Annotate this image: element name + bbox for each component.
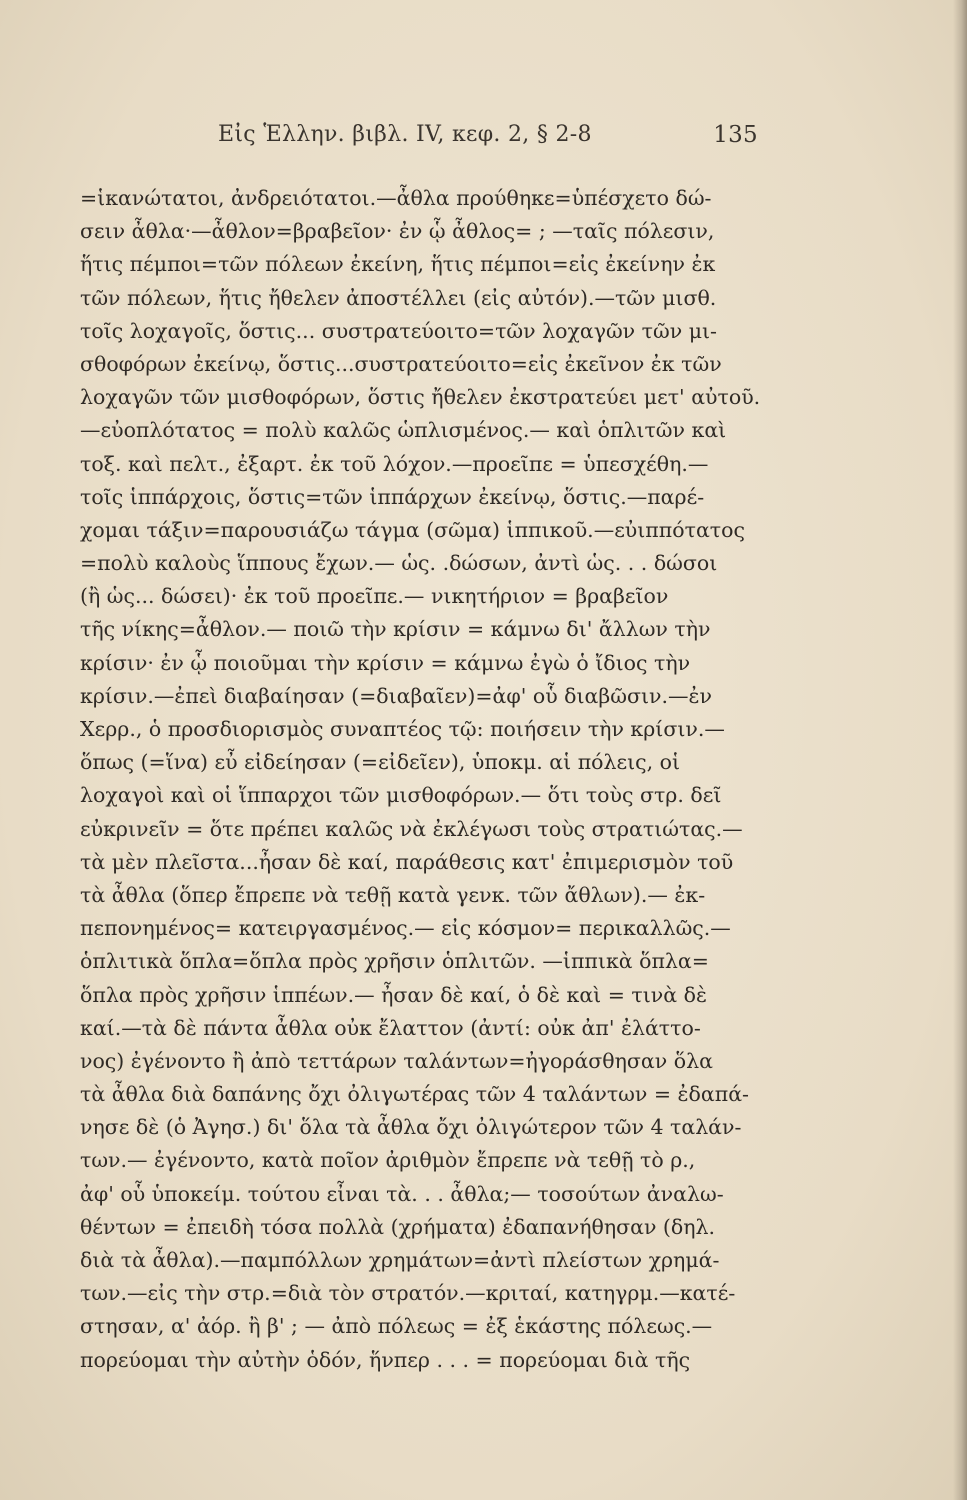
text-line: των.—εἰς τὴν στρ.=διὰ τὸν στρατόν.—κριταί, κατηγρμ.—κατέ- bbox=[80, 1281, 736, 1306]
text-line: τοῖς ἱππάρχοις, ὅστις=τῶν ἱππάρχων ἐκείνῳ, ὅστις.—παρέ- bbox=[80, 484, 705, 509]
text-line: τῆς νίκης=ἆθλον.— ποιῶ τὴν κρίσιν = κάμνω δι' ἄλλων τὴν bbox=[80, 617, 711, 642]
text-line: τοξ. καὶ πελτ., ἐξαρτ. ἐκ τοῦ λόχον.—προεῖπε = ὑπεσχέθη.— bbox=[80, 451, 709, 476]
text-line: ὁπλιτικὰ ὅπλα=ὅπλα πρὸς χρῆσιν ὁπλιτῶν. —ἱππικὰ ὅπλα= bbox=[80, 949, 709, 974]
text-line: λοχαγῶν τῶν μισθοφόρων, ὅστις ἤθελεν ἐκστρατεύει μετ' αὐτοῦ. bbox=[80, 385, 761, 410]
text-line: Χερρ., ὁ προσδιορισμὸς συναπτέος τῷ: ποιήσειν τὴν κρίσιν.— bbox=[80, 717, 725, 741]
text-line: πεπονημένος= κατειργασμένος.— εἰς κόσμον= περικαλλῶς.— bbox=[80, 916, 731, 941]
text-line: εὐκρινεῖν = ὅτε πρέπει καλῶς νὰ ἐκλέγωσι τοὺς στρατιώτας.— bbox=[80, 816, 743, 841]
running-title: Εἰς Ἑλλην. βιβλ. IV, κεφ. 2, § 2-8 bbox=[218, 122, 592, 147]
text-line: θέντων = ἐπειδὴ τόσα πολλὰ (χρήματα) ἐδαπανήθησαν (δηλ. bbox=[80, 1214, 716, 1239]
text-line: (ἢ ὡς... δώσει)· ἐκ τοῦ προεῖπε.— νικητήριον = βραβεῖον bbox=[80, 584, 669, 609]
text-line: νησε δὲ (ὁ Ἀγησ.) δι' ὅλα τὰ ἆθλα ὄχι ὀλιγώτερον τῶν 4 ταλάν- bbox=[80, 1115, 742, 1140]
text-line: —εὐοπλότατος = πολὺ καλῶς ὡπλισμένος.— καὶ ὁπλιτῶν καὶ bbox=[80, 418, 727, 443]
text-line: χομαι τάξιν=παρουσιάζω τάγμα (σῶμα) ἱππικοῦ.—εὐιππότατος bbox=[80, 517, 745, 542]
text-line: ὅπως (=ἵνα) εὖ εἰδείησαν (=εἰδεῖεν), ὑποκμ. αἱ πόλεις, οἱ bbox=[80, 750, 681, 775]
text-line: τοῖς λοχαγοῖς, ὅστις... συστρατεύοιτο=τῶν λοχαγῶν τῶν μι- bbox=[80, 318, 717, 343]
text-line: στησαν, α' ἀόρ. ἢ β' ; — ἀπὸ πόλεως = ἐξ ἑκάστης πόλεως.— bbox=[80, 1314, 713, 1339]
text-line: λοχαγοὶ καὶ οἱ ἵππαρχοι τῶν μισθοφόρων.— ὅτι τοὺς στρ. δεῖ bbox=[80, 783, 722, 808]
text-line: καί.—τὰ δὲ πάντα ἆθλα οὐκ ἔλαττον (ἀντί: οὐκ ἀπ' ἐλάττο- bbox=[80, 1015, 701, 1040]
text-line: ἀφ' οὗ ὑποκείμ. τούτου εἶναι τὰ. . . ἆθλα;— τοσούτων ἀναλω- bbox=[80, 1181, 724, 1206]
page-number: 135 bbox=[713, 122, 758, 148]
text-line: τὰ ἆθλα διὰ δαπάνης ὄχι ὀλιγωτέρας τῶν 4 ταλάντων = ἐδαπά- bbox=[80, 1082, 749, 1107]
text-line: =ἱκανώτατοι, ἀνδρειότατοι.—ἆθλα προύθηκε=ὑπέσχετο δώ- bbox=[80, 186, 712, 210]
text-line: κρίσιν· ἐν ᾧ ποιοῦμαι τὴν κρίσιν = κάμνω ἐγὼ ὁ ἴδιος τὴν bbox=[80, 650, 691, 675]
text-line: σθοφόρων ἐκείνῳ, ὅστις...συστρατεύοιτο=εἰς ἐκεῖνον ἐκ τῶν bbox=[80, 351, 722, 376]
page-edge-shadow bbox=[953, 0, 967, 1500]
page-header bbox=[218, 122, 758, 156]
text-line: κρίσιν.—ἐπεὶ διαβαίησαν (=διαβαῖεν)=ἀφ' οὗ διαβῶσιν.—ἐν bbox=[80, 683, 712, 708]
text-line: =πολὺ καλοὺς ἵππους ἔχων.— ὡς. .δώσων, ἀντὶ ὡς. . . δώσοι bbox=[80, 551, 718, 576]
text-line: τὰ μὲν πλεῖστα...ἦσαν δὲ καί, παράθεσις κατ' ἐπιμερισμὸν τοῦ bbox=[80, 849, 734, 874]
text-line: σειν ἆθλα·—ἆθλον=βραβεῖον· ἐν ᾧ ἆθλος= ; —ταῖς πόλεσιν, bbox=[80, 219, 715, 244]
text-line: των.— ἐγένοντο, κατὰ ποῖον ἀριθμὸν ἔπρεπε νὰ τεθῇ τὸ ρ., bbox=[80, 1148, 696, 1173]
text-line: ἥτις πέμποι=τῶν πόλεων ἐκείνη, ἥτις πέμποι=εἰς ἐκείνην ἐκ bbox=[80, 252, 716, 277]
text-line: διὰ τὰ ἆθλα).—παμπόλλων χρημάτων=ἀντὶ πλείστων χρημά- bbox=[80, 1248, 720, 1272]
text-line: ὅπλα πρὸς χρῆσιν ἱππέων.— ἦσαν δὲ καί, ὁ δὲ καὶ = τινὰ δὲ bbox=[80, 982, 707, 1007]
commentary-text bbox=[80, 182, 770, 1377]
text-line: νος) ἐγένοντο ἢ ἀπὸ τεττάρων ταλάντων=ἠγοράσθησαν ὅλα bbox=[80, 1048, 713, 1073]
text-line: πορεύομαι τὴν αὐτὴν ὁδόν, ἥνπερ . . . = πορεύομαι διὰ τῆς bbox=[80, 1347, 691, 1372]
text-line: τὰ ἆθλα (ὅπερ ἔπρεπε νὰ τεθῇ κατὰ γενκ. τῶν ἄθλων).— ἐκ- bbox=[80, 882, 706, 907]
text-line: τῶν πόλεων, ἥτις ἤθελεν ἀποστέλλει (εἰς αὐτόν).—τῶν μισθ. bbox=[80, 285, 717, 310]
